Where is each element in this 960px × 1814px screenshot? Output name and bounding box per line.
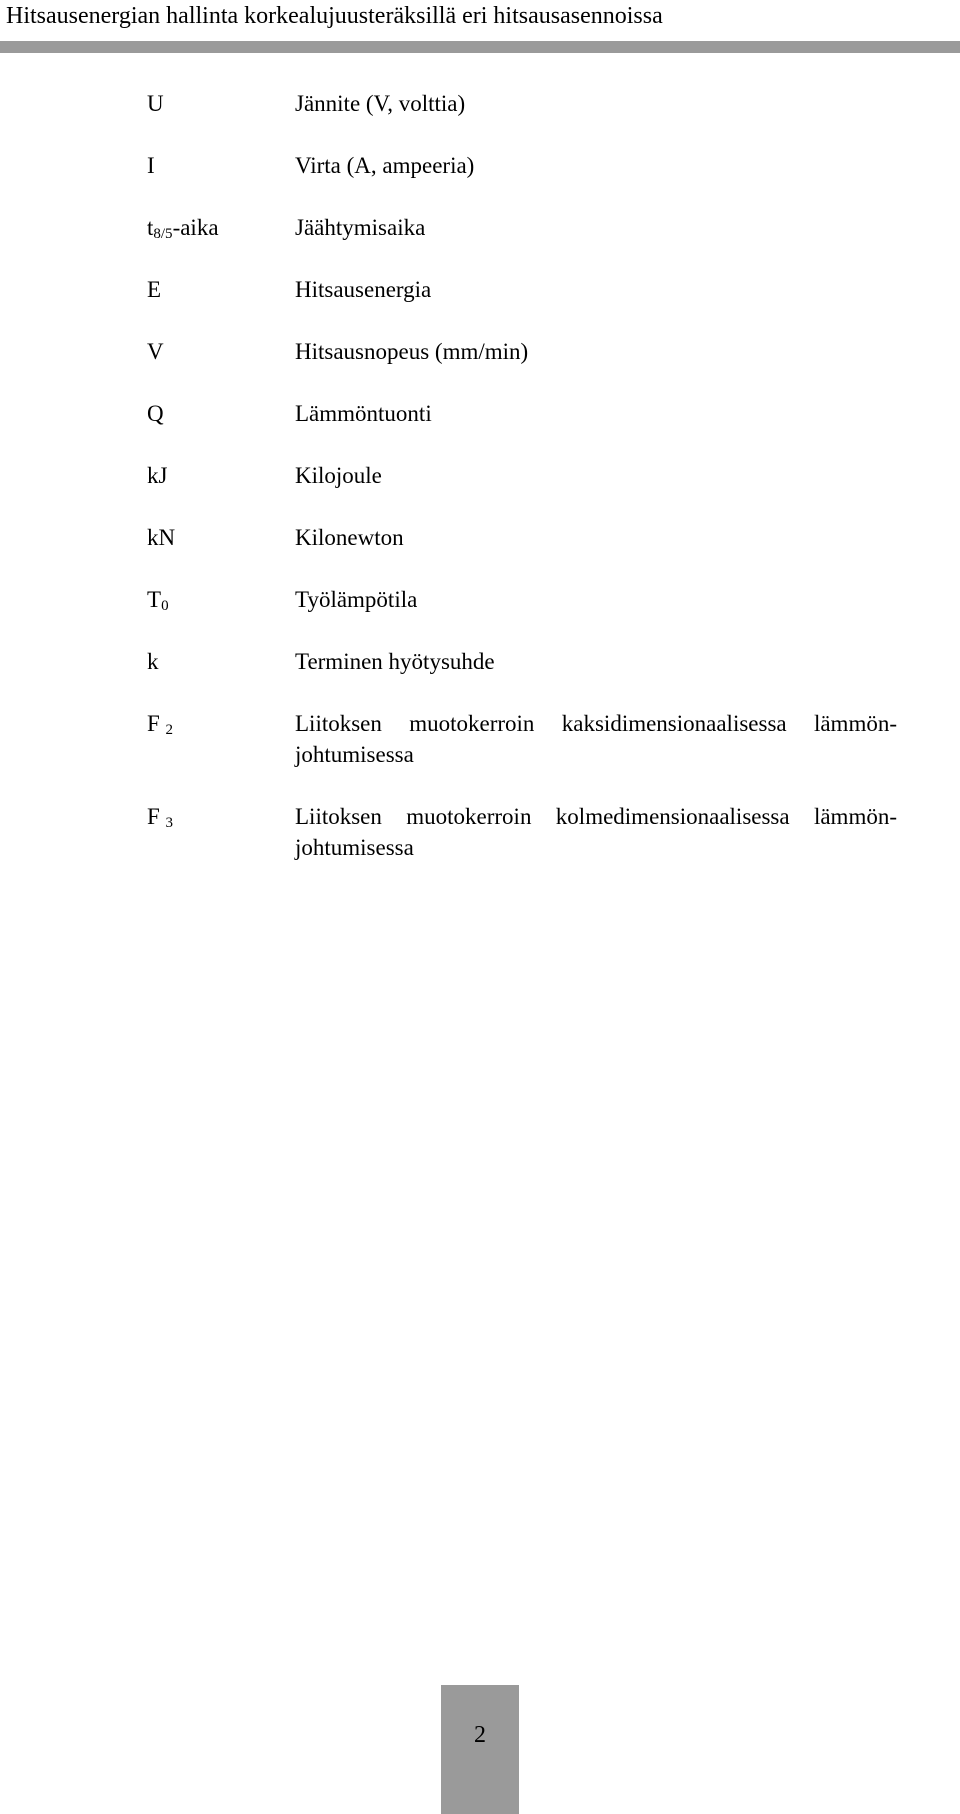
symbol-term: $T_0$ [147,587,169,614]
symbol-description: Terminen hyötysuhde [295,649,495,674]
symbol-description: Lämmöntuonti [295,401,432,426]
symbol-term: I [147,153,155,178]
symbol-entry-shape-factor-2d [147,708,897,770]
symbol-description: Hitsausenergia [295,277,432,302]
symbol-entry-cooling-time [147,212,897,243]
symbol-entry-kilojoule [147,460,897,491]
symbol-entry-voltage [147,88,897,119]
symbol-term: k [147,649,159,674]
symbol-description: Jännite (V, volttia) [295,91,466,116]
page-number-box [441,1685,519,1814]
symbol-entry-kilonewton [147,522,897,553]
symbol-term: F $_2$ [147,711,174,738]
symbol-term: kJ [147,463,168,488]
symbol-description: Virta (A, ampeeria) [295,153,475,178]
symbol-entry-welding-speed [147,336,897,367]
symbol-term: kN [147,525,176,550]
symbol-entry-thermal-efficiency [147,646,897,677]
symbol-description: Kilonewton [295,525,404,550]
symbol-entry-current [147,150,897,181]
symbol-entry-welding-energy [147,274,897,305]
symbol-description: Työlämpötila [295,587,418,612]
running-header: Hitsausenergian hallinta korkealujuusteräksillä eri hitsausasennoissa [6,3,663,29]
symbol-description: Liitoksen muotokerroin kolmedimensionaalisessa lämmön-johtumisessa [295,804,897,860]
symbol-entry-shape-factor-3d [147,801,897,863]
symbol-list [147,88,897,894]
symbol-description: Liitoksen muotokerroin kaksidimensionaalisessa lämmön-johtumisessa [295,711,897,767]
symbol-term: Q [147,401,164,426]
header-rule [0,41,960,53]
symbol-description: Kilojoule [295,463,382,488]
symbol-entry-heat-input [147,398,897,429]
symbol-term: $t_{8/5}$-aika [147,215,219,242]
symbol-description: Hitsausnopeus (mm/min) [295,339,529,364]
page-number: 2 [474,1722,486,1748]
symbol-entry-working-temperature [147,584,897,615]
symbol-term: E [147,277,162,302]
symbol-term: U [147,91,164,116]
symbol-description: Jäähtymisaika [295,215,426,240]
symbol-term: F $_3$ [147,804,174,831]
symbol-term: V [147,339,164,364]
